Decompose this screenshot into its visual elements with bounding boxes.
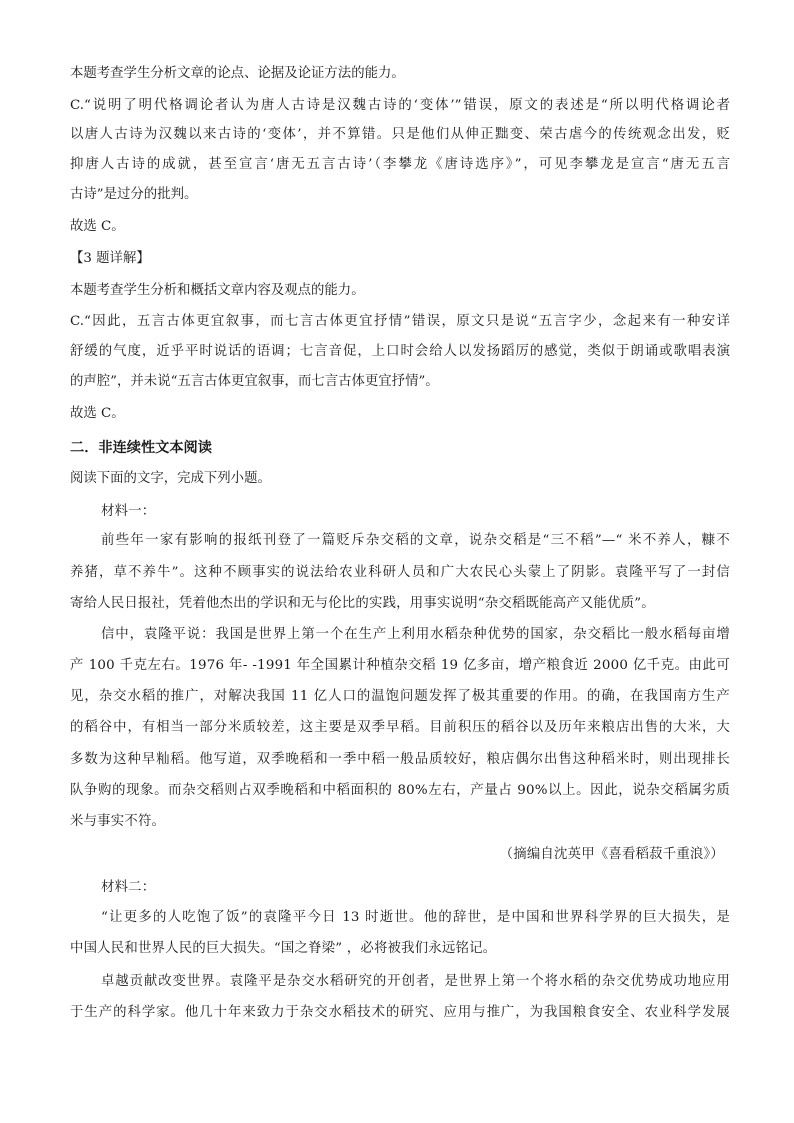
paragraph-line: 舒缓的气度，近乎平时说话的语调；七言音促，上口时会给人以发扬蹈厉的感觉，类似于朗诵或歌唱表演 — [70, 344, 730, 359]
paragraph-line: 见，杂交水稻的推广，对解决我国 11 亿人口的温饱问题发挥了极其重要的作用。的确，在我国南方生产 — [70, 689, 730, 704]
paragraph-line: 古诗”是过分的批判。 — [70, 187, 198, 202]
instruction-line: 阅读下面的文字，完成下列小题。 — [70, 471, 271, 486]
paragraph-line: 故选 C。 — [70, 219, 125, 234]
paragraph-line: 的稻谷中，有相当一部分米质较差，这主要是双季早稻。目前积压的稻谷以及历年来粮店出售的大米，大 — [70, 720, 730, 735]
source-citation: （摘编自沈英甲《喜看稻菽千重浪》） — [499, 847, 724, 862]
paragraph-line: 养猪，草不养牛”。这种不顾事实的说法给农业科研人员和广大农民心头蒙上了阴影。袁隆平写了一封信 — [70, 565, 730, 580]
paragraph-line: 米与事实不符。 — [70, 814, 166, 829]
paragraph-line: 卓越贡献改变世界。袁隆平是杂交水稻研究的开创者，是世界上第一个将水稻的杂交优势成功地应用 — [101, 974, 730, 989]
paragraph-line: 本题考查学生分析文章的论点、论据及论证方法的能力。 — [70, 66, 405, 81]
paragraph-line: 前些年一家有影响的报纸刊登了一篇贬斥杂交稻的文章，说杂交稻是“三不稻”—“ 米不养人，糠不 — [101, 533, 730, 548]
paragraph-line: “让更多的人吃饱了饭”的袁隆平今日 13 时逝世。他的辞世，是中国和世界科学界的巨大损失，是 — [101, 910, 730, 925]
paragraph-line: 队争购的现象。而杂交稻则占双季晚稻和中稻面积的 80%左右，产量占 90%以上。因此，说杂交稻属劣质 — [70, 783, 730, 798]
paragraph-line: 故选 C。 — [70, 406, 125, 421]
paragraph-line: 本题考查学生分析和概括文章内容及观点的能力。 — [70, 283, 365, 298]
section-heading: 【3 题详解】 — [70, 251, 150, 266]
material-label: 材料二： — [101, 880, 156, 895]
paragraph-line: 于生产的科学家。他几十年来致力于杂交水稻技术的研究、应用与推广，为我国粮食安全、农业科学发展 — [70, 1005, 730, 1020]
paragraph-line: 寄给人民日报社，凭着他杰出的学识和无与伦比的实践，用事实说明“杂交稻既能高产又能优质”。 — [70, 596, 655, 611]
paragraph-line: 产 100 千克左右。1976 年- -1991 年全国累计种植杂交稻 19 亿多亩，增产粮食近 2000 亿千克。由此可 — [70, 658, 730, 673]
paragraph-line: 以唐人古诗为汉魏以来古诗的‘变体’，并不算错。只是他们从伸正黜变、荣古虐今的传统观念出发，贬 — [70, 127, 730, 142]
paragraph-line: C.“说明了明代格调论者认为唐人古诗是汉魏古诗的‘变体’”错误，原文的表述是“所以明代格调论者 — [70, 98, 730, 113]
paragraph-line: C.“因此，五言古体更宜叙事，而七言古体更宜抒情”错误，原文只是说“五言字少，念起来有一种安详 — [70, 314, 730, 329]
paragraph-line: 的声腔”，并未说“五言古体更宜叙事，而七言古体更宜抒情”。 — [70, 374, 439, 389]
material-label: 材料一： — [101, 504, 156, 519]
paragraph-line: 中国人民和世界人民的巨大损失。“国之脊梁” ，必将被我们永远铭记。 — [70, 941, 497, 956]
section-title: 二．非连续性文本阅读 — [70, 440, 212, 456]
paragraph-line: 多数为这种早籼稻。他写道，双季晚稻和一季中稻一般品质较好，粮店偶尔出售这种稻米时，则出现排长 — [70, 752, 730, 767]
paragraph-line: 抑唐人古诗的成就，甚至宣言‘唐无五言古诗’（李攀龙《唐诗选序》”，可见李攀龙是宣言“唐无五言 — [70, 157, 730, 172]
paragraph-line: 信中，袁隆平说：我国是世界上第一个在生产上利用水稻杂种优势的国家，杂交稻比一般水稻每亩增 — [101, 627, 730, 642]
